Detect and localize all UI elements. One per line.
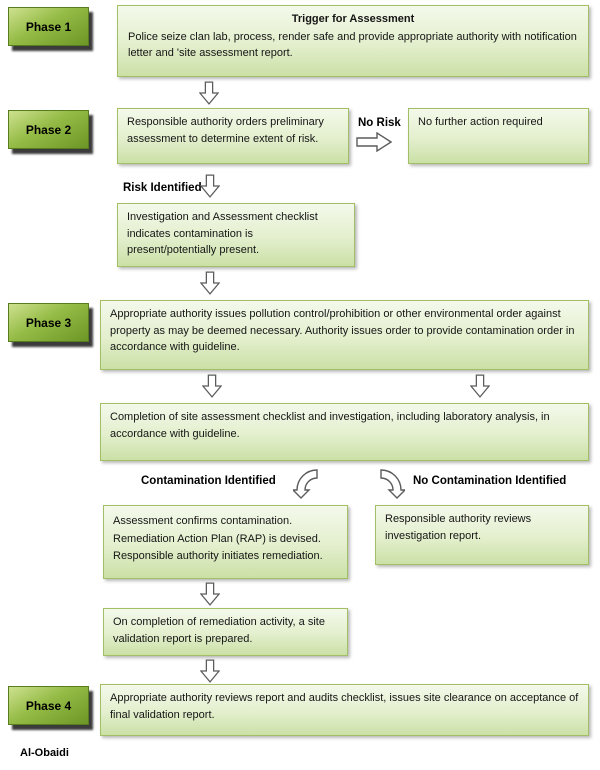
no-further-action-text: No further action required xyxy=(418,116,543,128)
no-risk-label: No Risk xyxy=(358,117,401,129)
reviews-report-text: Responsible authority reviews investigation report. xyxy=(385,513,532,542)
trigger-title: Trigger for Assessment xyxy=(291,13,415,25)
phase-1-label: Phase 1 xyxy=(8,7,89,46)
preliminary-assessment-box xyxy=(117,108,349,164)
pollution-order-box xyxy=(100,300,589,370)
completion-assessment-text: Completion of site assessment checklist and investigation, including laboratory analysis, in accordance with guideline. xyxy=(110,411,550,440)
confirms-contamination-box xyxy=(103,505,348,579)
curved-arrow-right-icon xyxy=(379,466,405,500)
risk-identified-label: Risk Identified xyxy=(123,182,202,194)
curved-arrow-left-icon xyxy=(293,466,319,500)
no-contamination-identified-label: No Contamination Identified xyxy=(413,475,567,487)
site-clearance-box xyxy=(100,684,589,736)
right-arrow-icon xyxy=(356,132,392,152)
investigation-checklist-box xyxy=(117,203,355,267)
trigger-body: Police seize clan lab, process, render safe and provide appropriate authority with notification letter and 'site assessment report. xyxy=(128,30,577,59)
validation-report-box xyxy=(103,608,348,656)
validation-report-text: On completion of remediation activity, a site validation report is prepared. xyxy=(113,616,325,645)
down-arrow-icon xyxy=(200,271,220,295)
site-clearance-text: Appropriate authority reviews report and audits checklist, issues site clearance on acceptance of final validation report. xyxy=(110,692,579,721)
investigation-checklist-text: Investigation and Assessment checklist indicates contamination is present/potentially present. xyxy=(127,211,318,256)
credit-text: Al-Obaidi xyxy=(20,747,69,759)
down-arrow-icon xyxy=(200,174,220,198)
reviews-report-box xyxy=(375,505,589,565)
down-arrow-icon xyxy=(200,659,220,683)
down-arrow-icon xyxy=(470,374,490,398)
trigger-box xyxy=(117,5,589,77)
pollution-order-text: Appropriate authority issues pollution control/prohibition or other environmental order against property as may be deemed necessary. Authority issues order to provide contamination order in accordance with guideline. xyxy=(110,308,575,353)
phase-3-label: Phase 3 xyxy=(8,303,89,342)
completion-assessment-box xyxy=(100,403,589,461)
contamination-identified-label: Contamination Identified xyxy=(141,475,276,487)
phase-2-label: Phase 2 xyxy=(8,110,89,149)
preliminary-assessment-text: Responsible authority orders preliminary assessment to determine extent of risk. xyxy=(127,116,324,145)
down-arrow-icon xyxy=(200,582,220,606)
down-arrow-icon xyxy=(202,374,222,398)
down-arrow-icon xyxy=(199,81,219,105)
confirms-contamination-text: Assessment confirms contamination. Remediation Action Plan (RAP) is devised. Responsible authority initiates remediation. xyxy=(113,515,323,563)
no-further-action-box xyxy=(408,108,589,164)
phase-4-label: Phase 4 xyxy=(8,686,89,725)
